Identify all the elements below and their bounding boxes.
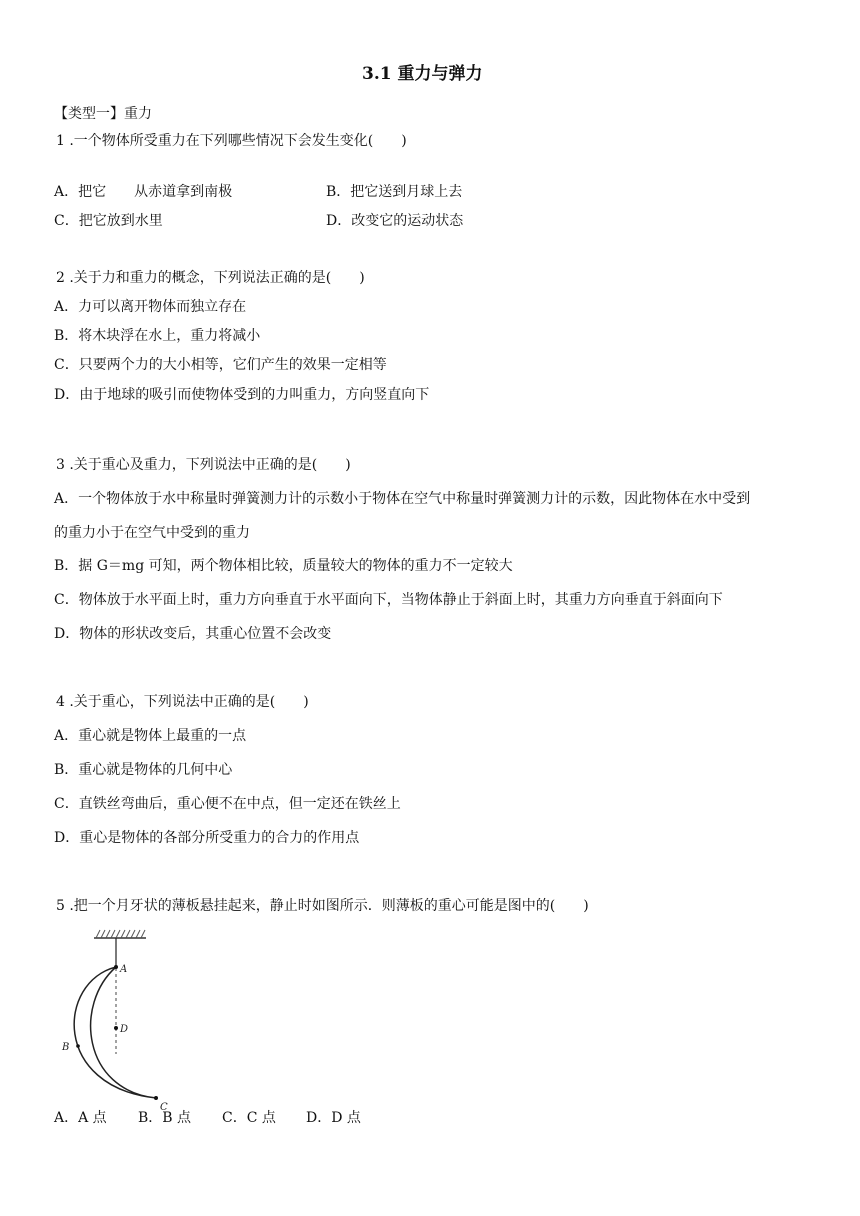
question-1-option-a: A．把它 从赤道拿到南极	[54, 184, 233, 200]
question-4-option-d: D．重心是物体的各部分所受重力的合力的作用点	[54, 830, 360, 846]
question-4-option-b: B．重心就是物体的几何中心	[54, 762, 233, 778]
question-4-stem: 4 .关于重心，下列说法中正确的是( )	[56, 694, 309, 710]
point-d-label: D	[120, 1024, 129, 1035]
crescent-plate-figure	[52, 922, 182, 1113]
point-c-dot	[154, 1096, 158, 1100]
question-2-option-c: C．只要两个力的大小相等，它们产生的效果一定相等	[54, 357, 387, 373]
question-3-option-d: D．物体的形状改变后，其重心位置不会改变	[54, 626, 332, 642]
question-5-stem: 5 .把一个月牙状的薄板悬挂起来，静止时如图所示．则薄板的重心可能是图中的( )	[56, 898, 589, 914]
point-b-dot	[76, 1044, 80, 1048]
question-2-stem: 2 .关于力和重力的概念，下列说法正确的是( )	[56, 270, 365, 286]
point-c-label: C	[160, 1102, 168, 1113]
ceiling-hatch	[96, 930, 145, 938]
question-1-option-b: B．把它送到月球上去	[326, 184, 463, 200]
question-4-option-a: A．重心就是物体上最重的一点	[54, 728, 247, 744]
section-heading: 【类型一】重力	[54, 106, 152, 122]
question-3-option-a-line-2: 的重力小于在空气中受到的重力	[54, 525, 250, 541]
question-4-option-c: C．直铁丝弯曲后，重心便不在中点，但一定还在铁丝上	[54, 796, 401, 812]
question-3-option-a-line-1: A．一个物体放于水中称量时弹簧测力计的示数小于物体在空气中称量时弹簧测力计的示数，因此物体在水中受到	[54, 491, 751, 507]
question-5-option-c: C．C 点	[222, 1110, 276, 1126]
question-2-option-a: A．力可以离开物体而独立存在	[54, 299, 247, 315]
question-1-option-c: C．把它放到水里	[54, 213, 163, 229]
page-title: 3.1 重力与弹力	[362, 64, 483, 84]
question-2-option-d: D．由于地球的吸引而使物体受到的力叫重力，方向竖直向下	[54, 387, 430, 403]
point-b-label: B	[62, 1042, 70, 1053]
question-3-option-c: C．物体放于水平面上时，重力方向垂直于水平面向下，当物体静止于斜面上时，其重力方向垂直于斜面向下	[54, 592, 723, 608]
crescent-plate	[74, 967, 156, 1098]
point-a-label: A	[120, 964, 128, 975]
point-a-dot	[114, 965, 118, 969]
question-1-option-d: D．改变它的运动状态	[326, 213, 464, 229]
point-d-dot	[114, 1026, 118, 1030]
question-5-option-d: D．D 点	[306, 1110, 361, 1126]
question-3-stem: 3 .关于重心及重力，下列说法中正确的是( )	[56, 457, 351, 473]
question-2-option-b: B．将木块浮在水上，重力将减小	[54, 328, 261, 344]
question-1-stem: 1 .一个物体所受重力在下列哪些情况下会发生变化( )	[56, 133, 407, 149]
question-5-option-b: B．B 点	[138, 1110, 192, 1126]
question-3-option-b: B．据 G＝mg 可知，两个物体相比较，质量较大的物体的重力不一定较大	[54, 558, 513, 574]
question-5-option-a: A．A 点	[54, 1110, 107, 1126]
